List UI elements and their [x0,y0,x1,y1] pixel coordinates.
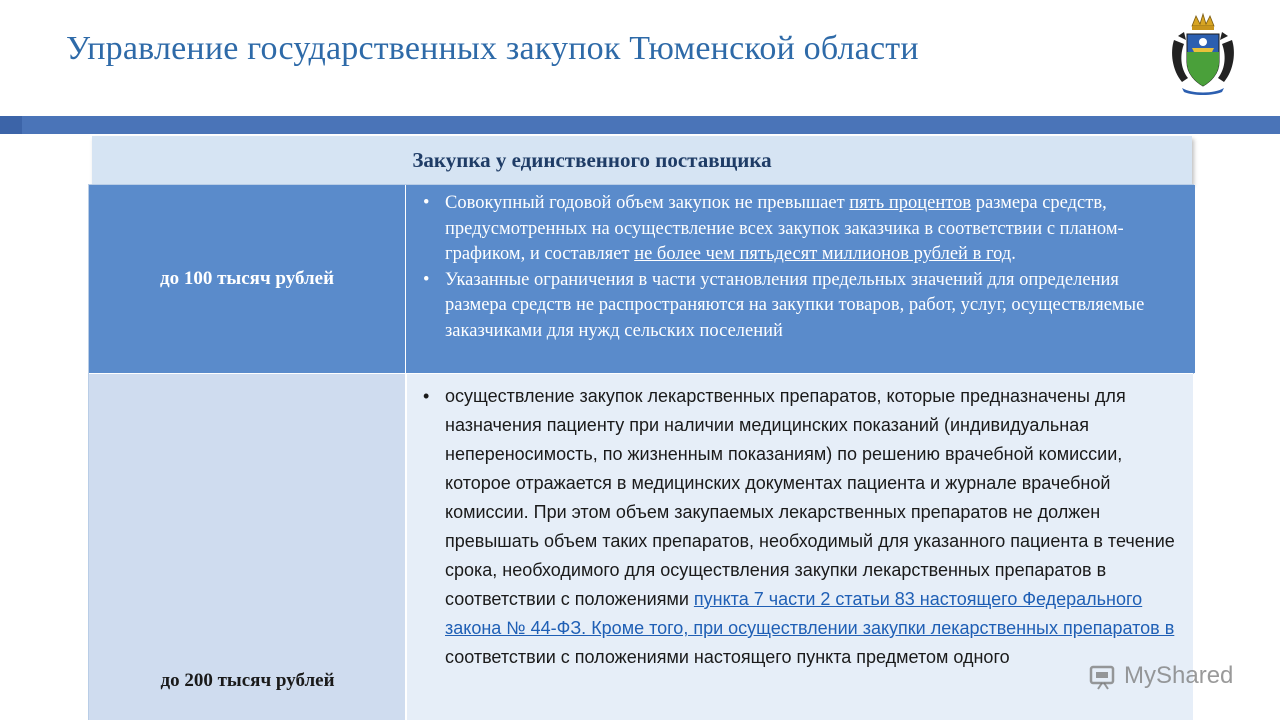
row-content-cell [407,185,1193,373]
watermark [1088,656,1248,696]
list-item [417,382,1183,672]
row-label: до 200 тысяч рублей [160,670,335,691]
bullet-text: . [1011,244,1016,264]
procurement-table [88,184,1194,720]
header-band [0,116,1280,134]
coat-of-arms-icon [1168,12,1238,96]
section-header [92,136,1192,184]
bullet-text: осуществление закупок лекарственных препаратов, которые предназначены для назначения пациенту при наличии медицинских показаний (индивидуальная непереносимость, по жизненным показаниям) по решению врачебной комиссии, которое отражается в медицинских документах пациента и журнале врачебной комиссии. При этом объем закупаемых лекарственных препаратов не должен превышать объем таких препаратов, необходимый для указанного пациента в течение срока, необходимого для осуществления закупки лекарственных препаратов в соответствии с положениями [445,386,1175,609]
law-link[interactable]: пункта 7 части 2 статьи 83 настоящего Федерального закона № 44-ФЗ. Кроме того, при осуществлении закупки лекарственных препаратов в [445,589,1175,638]
row-label: до 100 тысяч рублей [159,268,335,289]
watermark-text: MyShared [1124,662,1234,689]
bullet-text: Указанные ограничения в части установления предельных значений для определения размера средств не распространяются на закупки товаров, работ, услуг, осуществляемые заказчиками для нужд сельских поселений [445,269,1145,341]
bullet-icon: • [423,269,430,290]
page-title: Управление государственных закупок Тюменской области [66,30,919,67]
bullet-text: Совокупный годовой объем закупок не превышает [445,193,850,213]
list-item [417,268,1183,345]
table-row [89,374,1195,720]
list-item [417,191,1183,268]
table-row [89,185,1195,373]
law-link[interactable]: пять процентов [849,193,972,213]
bullet-text: соответствии с положениями настоящего пункта предметом одного [445,647,1010,667]
section-title: Закупка у единственного поставщика [412,147,772,172]
projector-icon [1088,661,1118,691]
row-content-cell [407,374,1193,720]
bullet-icon: • [423,193,430,213]
bullet-icon: • [423,386,430,406]
row-label-cell [89,374,406,720]
row-label-cell [89,185,406,373]
bullet-text: размера средств, предусмотренных на осуществление всех закупок заказчика в соответствии с планом-графиком, и составляет [445,193,1124,264]
header-band-accent [0,116,22,134]
law-link[interactable]: не более чем пятьдесят миллионов рублей в год [634,244,1012,264]
